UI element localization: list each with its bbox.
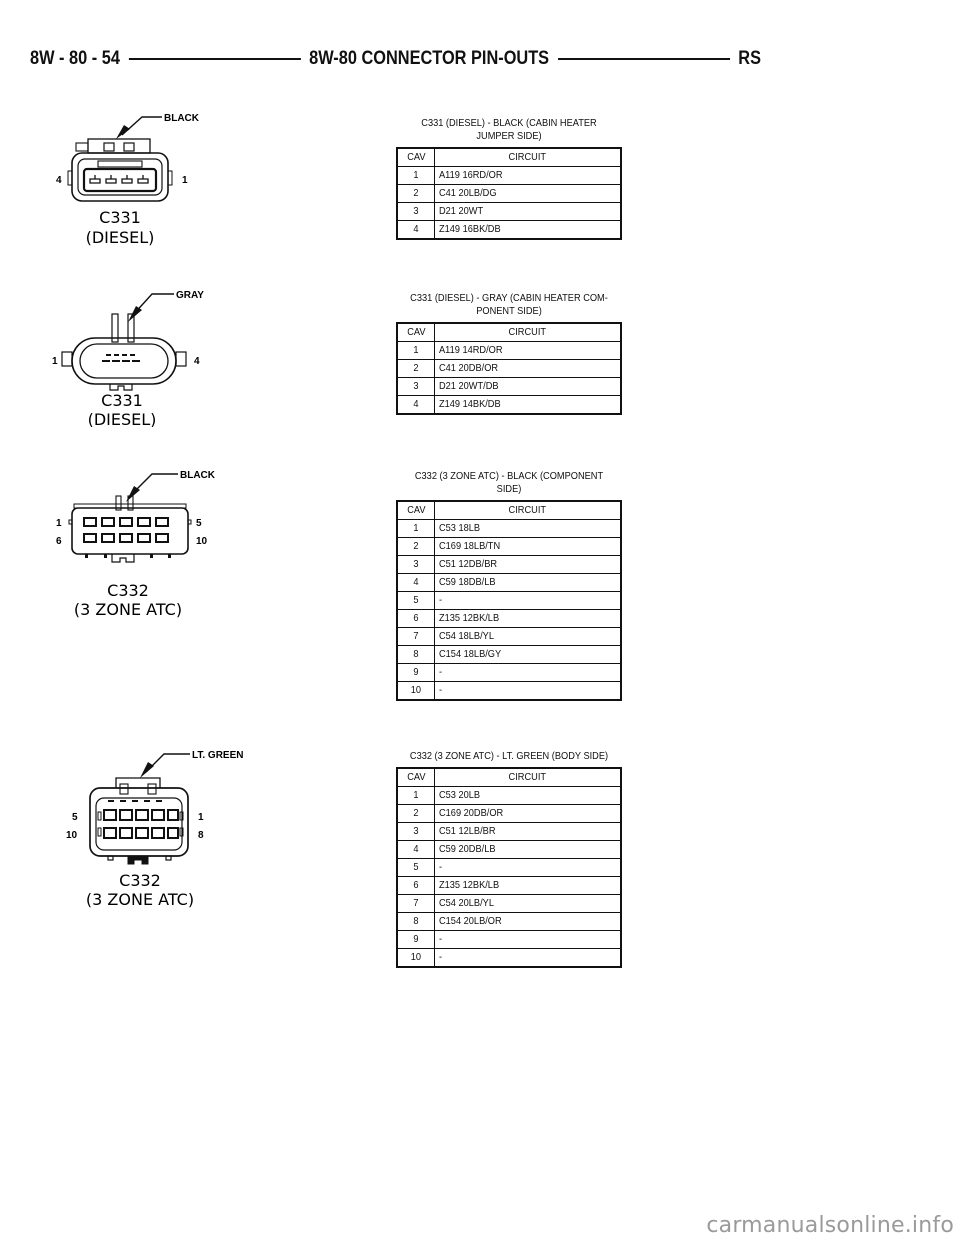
pin-label-left: 4 [56,175,62,186]
pin-label-top-right: 1 [198,812,204,823]
table-row: 9 - [397,931,621,949]
pin-label-left: 1 [52,356,58,367]
caption-line-1: C331 (DIESEL) - GRAY (CABIN HEATER COM- [410,292,608,304]
connector-variant: (DIESEL) [87,410,157,427]
connector-drawing-c332-black [50,462,230,622]
table-row: 5 - [397,859,621,877]
pin-label-bottom-left: 10 [66,830,78,841]
table-row: 2 C169 18LB/TN [397,538,621,556]
table-header-row [397,501,621,520]
connector-variant: (3 ZONE ATC) [73,600,183,619]
pinout-table [396,322,622,415]
table-row: 1 C53 20LB [397,787,621,805]
table-row: 1 A119 16RD/OR [397,167,621,185]
connector-drawing-c331-black [50,105,220,250]
table-row: 1 A119 14RD/OR [397,342,621,360]
table-row: 6 Z135 12BK/LB [397,877,621,895]
pinout-table-c332-black [396,470,622,701]
table-caption [410,292,609,318]
connector-variant: (3 ZONE ATC) [85,890,195,909]
table-row: 4 C59 20DB/LB [397,841,621,859]
connector-c332-lt-green-icon [50,742,260,912]
table-row: 7 C54 20LB/YL [397,895,621,913]
table-row: 10 - [397,949,621,968]
color-callout-label: BLACK [180,470,215,481]
pin-label-top-right: 5 [196,518,202,529]
connector-drawing-c331-gray [50,282,220,427]
table-row: 10 - [397,682,621,701]
table-row: 8 C154 18LB/GY [397,646,621,664]
column-header-cav: CAV [397,768,435,787]
table-header-row [397,768,621,787]
table-row: 1 C53 18LB [397,520,621,538]
table-row: 3 C51 12LB/BR [397,823,621,841]
table-row: 8 C154 20LB/OR [397,913,621,931]
column-header-circuit: CIRCUIT [435,501,622,520]
pinout-table-c332-lt-green [396,750,622,968]
header-rule-left [129,58,301,60]
connector-c332-black-icon [50,462,230,622]
table-caption [410,470,609,496]
pin-label-top-left: 5 [72,812,78,823]
column-header-circuit: CIRCUIT [435,323,622,342]
connector-c331-black-icon [50,105,220,250]
pinout-table-c331-black [396,117,622,240]
connector-drawing-c332-lt-green [50,742,260,912]
table-row: 2 C169 20DB/OR [397,805,621,823]
caption-line-1: C332 (3 ZONE ATC) - LT. GREEN (BODY SIDE) [409,750,609,762]
connector-name: C332 [107,581,149,600]
color-callout-label: BLACK [164,113,199,124]
caption-line-2: SIDE) [496,483,522,495]
pinout-table [396,147,622,240]
color-callout-label: LT. GREEN [192,750,244,761]
model-code: RS [738,48,762,69]
table-row: 7 C54 18LB/YL [397,628,621,646]
table-row: 3 D21 20WT [397,203,621,221]
column-header-circuit: CIRCUIT [435,768,622,787]
header-rule-right [558,58,730,60]
caption-line-1: C332 (3 ZONE ATC) - BLACK (COMPONENT [414,470,604,482]
pin-label-right: 1 [182,175,188,186]
page-header [30,44,761,74]
page-title: 8W-80 CONNECTOR PIN-OUTS [309,48,550,69]
watermark-link[interactable]: carmanualsonline.info [706,1213,954,1238]
table-row: 3 C51 12DB/BR [397,556,621,574]
pin-label-right: 4 [194,356,200,367]
connector-name: C332 [119,871,161,890]
connector-c331-gray-icon [50,282,220,427]
pinout-table [396,500,622,701]
table-row: 9 - [397,664,621,682]
table-row: 2 C41 20DB/OR [397,360,621,378]
table-row: 4 Z149 14BK/DB [397,396,621,415]
pin-label-bottom-right: 8 [198,830,204,841]
table-header-row [397,323,621,342]
pin-label-bottom-right: 10 [196,536,208,547]
column-header-cav: CAV [397,501,435,520]
color-callout-label: GRAY [176,290,204,301]
connector-name: C331 [99,208,141,227]
column-header-cav: CAV [397,323,435,342]
table-row: 6 Z135 12BK/LB [397,610,621,628]
table-row: 3 D21 20WT/DB [397,378,621,396]
page-number: 8W - 80 - 54 [30,48,120,69]
caption-line-1: C331 (DIESEL) - BLACK (CABIN HEATER [421,117,597,129]
pinout-table-c331-gray [396,292,622,415]
table-caption [410,750,609,763]
connector-name: C331 [101,391,143,410]
pin-label-top-left: 1 [56,518,62,529]
caption-line-2: JUMPER SIDE) [476,130,542,142]
table-header-row [397,148,621,167]
connector-variant: (DIESEL) [85,228,155,247]
table-row: 4 Z149 16BK/DB [397,221,621,240]
pin-label-bottom-left: 6 [56,536,62,547]
caption-line-2: PONENT SIDE) [476,305,542,317]
table-row: 5 - [397,592,621,610]
column-header-cav: CAV [397,148,435,167]
pinout-table [396,767,622,968]
table-row: 2 C41 20LB/DG [397,185,621,203]
table-caption [410,117,609,143]
column-header-circuit: CIRCUIT [435,148,622,167]
table-row: 4 C59 18DB/LB [397,574,621,592]
